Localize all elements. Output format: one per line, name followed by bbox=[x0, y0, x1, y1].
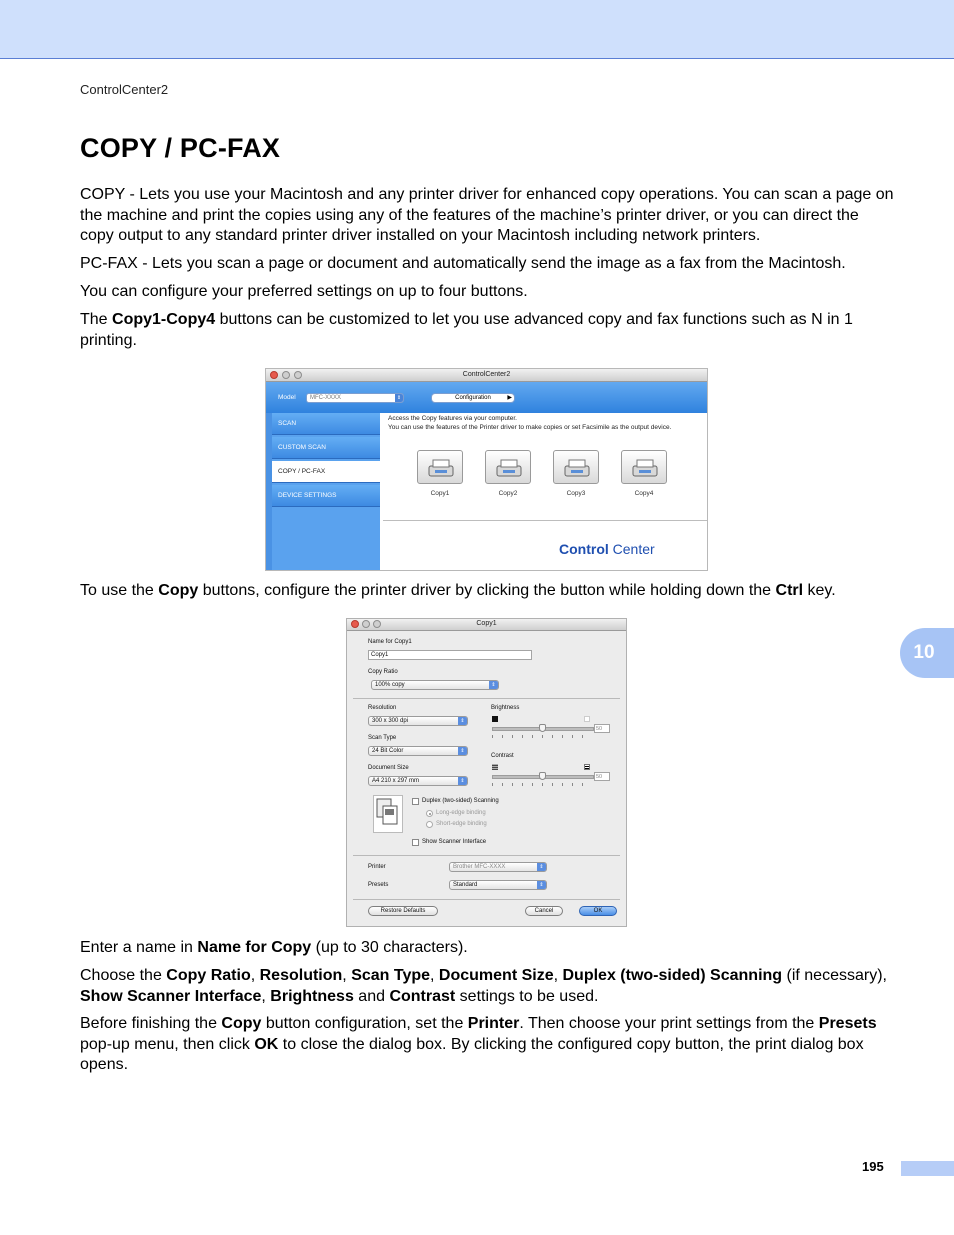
duplex-document-icon bbox=[373, 795, 403, 833]
printer-label: Printer bbox=[368, 864, 386, 870]
contrast-value[interactable]: 50 bbox=[594, 772, 610, 781]
copy-description: Access the Copy features via your computer. You can use the features of the Printer driver to make copies or set Facsimile as the output device. bbox=[388, 415, 672, 431]
restore-defaults-button[interactable]: Restore Defaults bbox=[368, 906, 438, 916]
dark-square-icon bbox=[492, 716, 498, 722]
document-size-select[interactable]: A4 210 x 297 mm ⇕ bbox=[368, 776, 468, 786]
running-head: ControlCenter2 bbox=[80, 82, 169, 97]
show-scanner-label: Show Scanner Interface bbox=[422, 839, 487, 845]
sidebar-item-custom-scan[interactable]: CUSTOM SCAN bbox=[272, 437, 380, 459]
duplex-checkbox[interactable] bbox=[412, 798, 419, 805]
copy2-label: Copy2 bbox=[498, 490, 518, 497]
page-number: 195 bbox=[862, 1159, 884, 1174]
presets-select[interactable]: Standard ⇕ bbox=[449, 880, 547, 890]
dialog-title: Copy1 bbox=[476, 620, 497, 627]
copy4-label: Copy4 bbox=[634, 490, 654, 497]
brightness-ticks bbox=[492, 735, 592, 738]
paragraph-finish: Before finishing the Copy button configuration, set the Printer. Then choose your print settings from the Presets pop-up menu, then click OK to close the dialog box. By clicking the configured copy button, the print dialog box opens. bbox=[80, 1015, 877, 1073]
controlcenter2-screenshot bbox=[265, 368, 708, 571]
chevron-updown-icon: ⇕ bbox=[537, 881, 546, 889]
paragraph-pcfax: PC-FAX - Lets you scan a page or document and automatically send the image as a fax from the Macintosh. bbox=[80, 255, 846, 272]
model-select[interactable] bbox=[306, 393, 404, 403]
sidebar-item-device-settings[interactable]: DEVICE SETTINGS bbox=[272, 485, 380, 507]
cancel-button[interactable]: Cancel bbox=[525, 906, 563, 916]
brightness-slider-thumb[interactable] bbox=[539, 724, 546, 732]
configuration-button[interactable]: Configuration ▶ bbox=[431, 393, 515, 403]
divider bbox=[353, 899, 620, 900]
paragraph-copy: COPY - Lets you use your Macintosh and any printer driver for enhanced copy operations. You can scan a page on the machine and print the copies using any of the features of the machine’s printer driver, or you can direct the copy output to any standard printer driver installed on your Macintosh including network printers. bbox=[80, 186, 894, 244]
copy4-button[interactable] bbox=[621, 450, 667, 484]
page-number-bar bbox=[901, 1161, 954, 1176]
scan-type-select[interactable]: 24 Bit Color ⇕ bbox=[368, 746, 468, 756]
window-title: ControlCenter2 bbox=[462, 371, 511, 378]
paragraph-configure: You can configure your preferred settings on up to four buttons. bbox=[80, 283, 528, 300]
brightness-value[interactable]: 50 bbox=[594, 724, 610, 733]
paragraph-name: Enter a name in Name for Copy (up to 30 characters). bbox=[80, 939, 468, 956]
copy-ratio-select[interactable]: 100% copy ⇕ bbox=[371, 680, 499, 690]
copier-icon bbox=[427, 457, 455, 479]
low-contrast-icon bbox=[492, 764, 498, 770]
chapter-tab: 10 bbox=[900, 628, 954, 678]
dialog-titlebar bbox=[347, 619, 626, 631]
window-titlebar bbox=[266, 369, 707, 382]
header-band bbox=[0, 0, 954, 59]
chevron-updown-icon: ⇕ bbox=[458, 747, 467, 755]
divider bbox=[353, 698, 620, 699]
light-square-icon bbox=[584, 716, 590, 722]
high-contrast-icon bbox=[584, 764, 590, 770]
copy1-button[interactable] bbox=[417, 450, 463, 484]
presets-label: Presets bbox=[368, 882, 389, 888]
name-for-copy-input[interactable]: Copy1 bbox=[368, 650, 532, 660]
show-scanner-checkbox[interactable] bbox=[412, 839, 419, 846]
model-label: Model bbox=[278, 394, 296, 401]
paragraph-settings: Choose the Copy Ratio, Resolution, Scan Type, Document Size, Duplex (two-sided) Scanning (if necessary), Show Scanner Interface, Brightness and Contrast settings to be used. bbox=[80, 967, 887, 1005]
sidebar-item-scan[interactable]: SCAN bbox=[272, 413, 380, 435]
chevron-updown-icon: ⇕ bbox=[458, 777, 467, 785]
divider bbox=[383, 520, 707, 521]
paragraph-ctrl-click: To use the Copy buttons, configure the printer driver by clicking the button while holding down the Ctrl key. bbox=[80, 582, 836, 599]
copy3-button[interactable] bbox=[553, 450, 599, 484]
ok-button[interactable]: OK bbox=[579, 906, 617, 916]
control-center-logo: Control Center bbox=[559, 541, 655, 557]
header-strip bbox=[266, 382, 707, 413]
scan-type-label: Scan Type bbox=[368, 735, 397, 741]
resolution-label: Resolution bbox=[368, 705, 397, 711]
resolution-select[interactable]: 300 x 300 dpi ⇕ bbox=[368, 716, 468, 726]
name-for-copy-label: Name for Copy1 bbox=[368, 639, 412, 645]
contrast-ticks bbox=[492, 783, 592, 786]
page-title: COPY / PC-FAX bbox=[80, 133, 281, 163]
contrast-slider-thumb[interactable] bbox=[539, 772, 546, 780]
short-edge-radio[interactable] bbox=[426, 821, 433, 828]
divider bbox=[353, 855, 620, 856]
chevron-updown-icon: ⇕ bbox=[489, 681, 498, 689]
copier-icon bbox=[495, 457, 523, 479]
long-edge-label: Long-edge binding bbox=[436, 810, 486, 816]
printer-select[interactable]: Brother MFC-XXXX ⇕ bbox=[449, 862, 547, 872]
sidebar-item-copy-pcfax[interactable]: COPY / PC-FAX bbox=[272, 461, 380, 483]
paragraph-buttons: The Copy1-Copy4 buttons can be customized to let you use advanced copy and fax functions such as N in 1 printing. bbox=[80, 311, 853, 349]
contrast-label: Contrast bbox=[491, 753, 514, 759]
copy1-label: Copy1 bbox=[430, 490, 450, 497]
triangle-right-icon: ▶ bbox=[507, 395, 512, 401]
document-size-label: Document Size bbox=[368, 765, 409, 771]
short-edge-label: Short-edge binding bbox=[436, 821, 487, 827]
copy3-label: Copy3 bbox=[566, 490, 586, 497]
model-value: MFC-XXXX bbox=[310, 395, 342, 401]
duplex-label: Duplex (two-sided) Scanning bbox=[422, 798, 499, 804]
chevron-updown-icon: ⇕ bbox=[537, 863, 546, 871]
brightness-label: Brightness bbox=[491, 705, 520, 711]
copier-icon bbox=[563, 457, 591, 479]
copy1-dialog-screenshot bbox=[346, 618, 627, 927]
chevron-updown-icon: ⇕ bbox=[396, 395, 402, 401]
copy2-button[interactable] bbox=[485, 450, 531, 484]
long-edge-radio[interactable] bbox=[426, 810, 433, 817]
chevron-updown-icon: ⇕ bbox=[458, 717, 467, 725]
copier-icon bbox=[631, 457, 659, 479]
copy-ratio-label: Copy Ratio bbox=[368, 669, 398, 675]
